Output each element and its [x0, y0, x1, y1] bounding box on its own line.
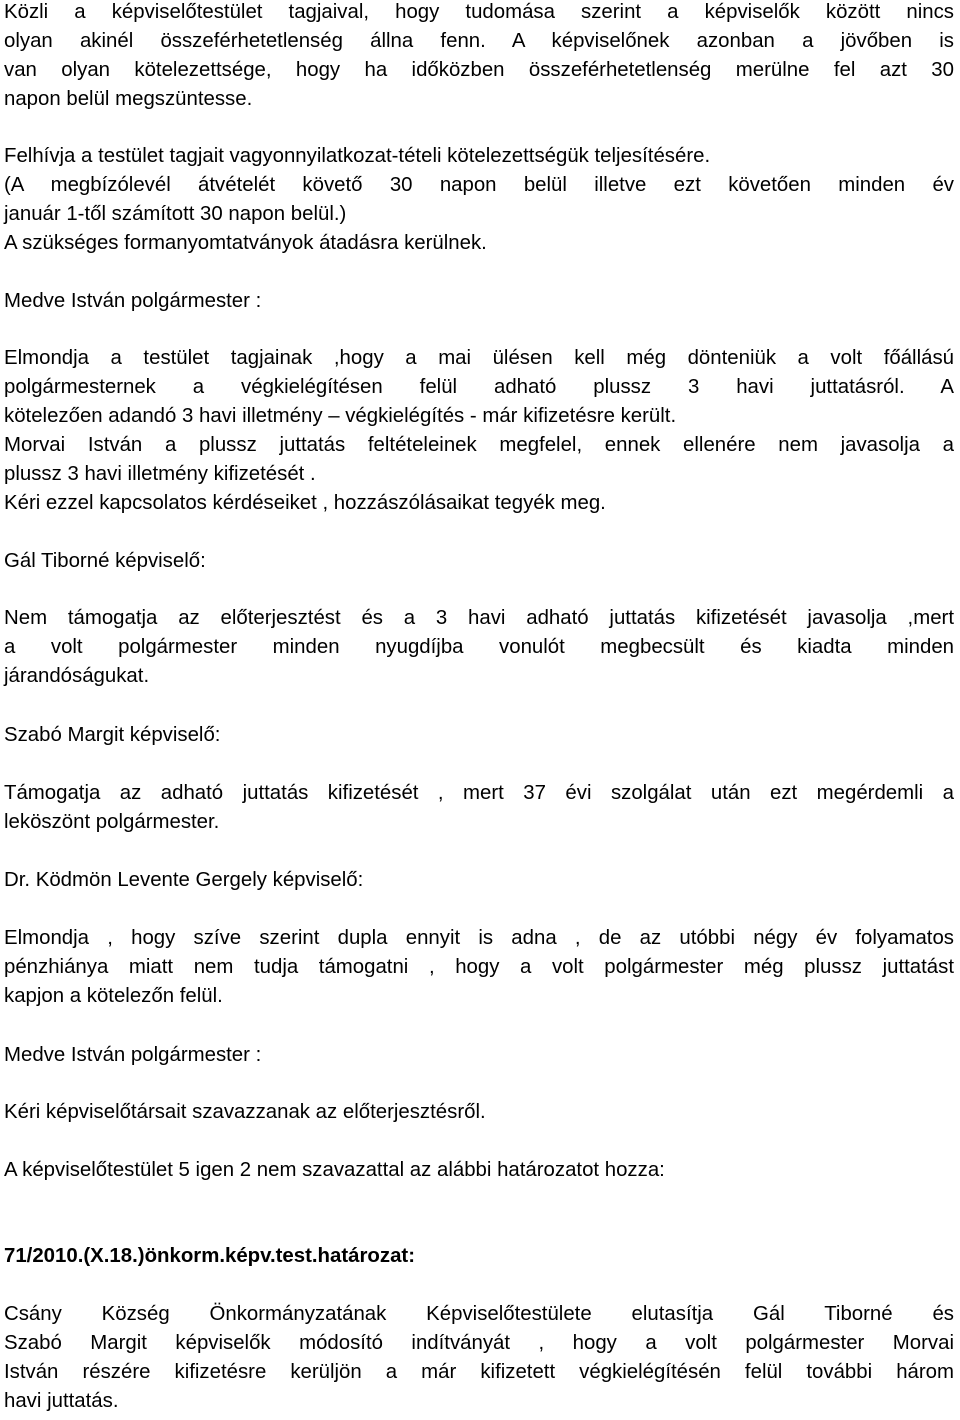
text-line: járandóságukat. — [4, 665, 150, 687]
text-line: pénzhiánya miatt nem tudja támogatni , hogy a volt polgármester még plussz juttatást — [4, 956, 954, 978]
text-line: január 1-től számított 30 napon belül.) — [4, 203, 347, 225]
text-line: A szükséges formanyomtatványok átadásra kerülnek. — [4, 232, 487, 254]
text-line: Szabó Margit képviselők módosító indítványát , hogy a volt polgármester Morvai — [4, 1332, 954, 1354]
paragraph-vote-request — [4, 1098, 954, 1127]
paragraph-vote-result — [4, 1156, 954, 1185]
paragraph-mayor-statement — [4, 344, 954, 518]
paragraph-resolution-text — [4, 1300, 954, 1416]
text-line: olyan akinél összeférhetetlenség állna fenn. A képviselőnek azonban a jövőben is — [4, 30, 954, 52]
speaker-heading — [4, 866, 954, 895]
speaker-heading — [4, 1041, 954, 1070]
speaker-name: Dr. Ködmön Levente Gergely képviselő: — [4, 869, 364, 891]
text-line: kapjon a kötelezőn felül. — [4, 985, 223, 1007]
text-line: havi juttatás. — [4, 1390, 119, 1412]
speaker-heading — [4, 721, 954, 750]
text-line: Elmondja a testület tagjainak ,hogy a mai ülésen kell még dönteniük a volt főállású — [4, 347, 954, 369]
text-line: Csány Község Önkormányzatának Képviselőtestülete elutasítja Gál Tiborné és — [4, 1303, 954, 1325]
speaker-name: Medve István polgármester : — [4, 1044, 262, 1066]
resolution-title: 71/2010.(X.18.)önkorm.képv.test.határozat: — [4, 1245, 415, 1267]
text-line: Morvai István a plussz juttatás feltételeinek megfelel, ennek ellenére nem javasolja a — [4, 434, 954, 456]
speaker-heading — [4, 547, 954, 576]
text-line: Felhívja a testület tagjait vagyonnyilatkozat-tételi kötelezettségük teljesítésére. — [4, 145, 711, 167]
speaker-heading — [4, 287, 954, 316]
speaker-name: Medve István polgármester : — [4, 290, 262, 312]
paragraph-kodmon-statement — [4, 924, 954, 1011]
text-line: (A megbízólevél átvételét követő 30 napon belül illetve ezt követően minden év — [4, 174, 954, 196]
text-line: Elmondja , hogy szíve szerint dupla ennyit is adna , de az utóbbi négy év folyamatos — [4, 927, 954, 949]
text-line: Kéri ezzel kapcsolatos kérdéseiket , hozzászólásaikat tegyék meg. — [4, 492, 606, 514]
text-line: Kéri képviselőtársait szavazzanak az előterjesztésről. — [4, 1101, 486, 1123]
speaker-name: Szabó Margit képviselő: — [4, 724, 221, 746]
paragraph-szabo-statement — [4, 779, 954, 837]
text-line: István részére kifizetésre kerüljön a már kifizetett végkielégítésén felül további három — [4, 1361, 954, 1383]
paragraph-gal-statement — [4, 604, 954, 691]
text-line: plussz 3 havi illetmény kifizetését . — [4, 463, 316, 485]
text-line: napon belül megszüntesse. — [4, 88, 253, 110]
paragraph-asset-declaration — [4, 142, 954, 258]
text-line: polgármesternek a végkielégítésen felül adható plussz 3 havi juttatásról. A — [4, 376, 954, 398]
text-line: kötelezően adandó 3 havi illetmény – végkielégítés - már kifizetésre került. — [4, 405, 677, 427]
text-line: Támogatja az adható juttatás kifizetését , mert 37 évi szolgálat után ezt megérdemli a — [4, 782, 954, 804]
paragraph-incompatibility — [4, 0, 954, 114]
text-line: A képviselőtestület 5 igen 2 nem szavazattal az alábbi határozatot hozza: — [4, 1159, 665, 1181]
text-line: Nem támogatja az előterjesztést és a 3 havi adható juttatás kifizetését javasolja ,mert — [4, 607, 954, 629]
text-line: leköszönt polgármester. — [4, 811, 220, 833]
text-line: van olyan kötelezettsége, hogy ha időközben összeférhetetlenség merülne fel azt 30 — [4, 59, 954, 81]
text-line: Közli a képviselőtestület tagjaival, hogy tudomása szerint a képviselők között nincs — [4, 1, 954, 23]
resolution-number — [4, 1242, 954, 1271]
speaker-name: Gál Tiborné képviselő: — [4, 550, 206, 572]
text-line: a volt polgármester minden nyugdíjba vonulót megbecsült és kiadta minden — [4, 636, 954, 658]
